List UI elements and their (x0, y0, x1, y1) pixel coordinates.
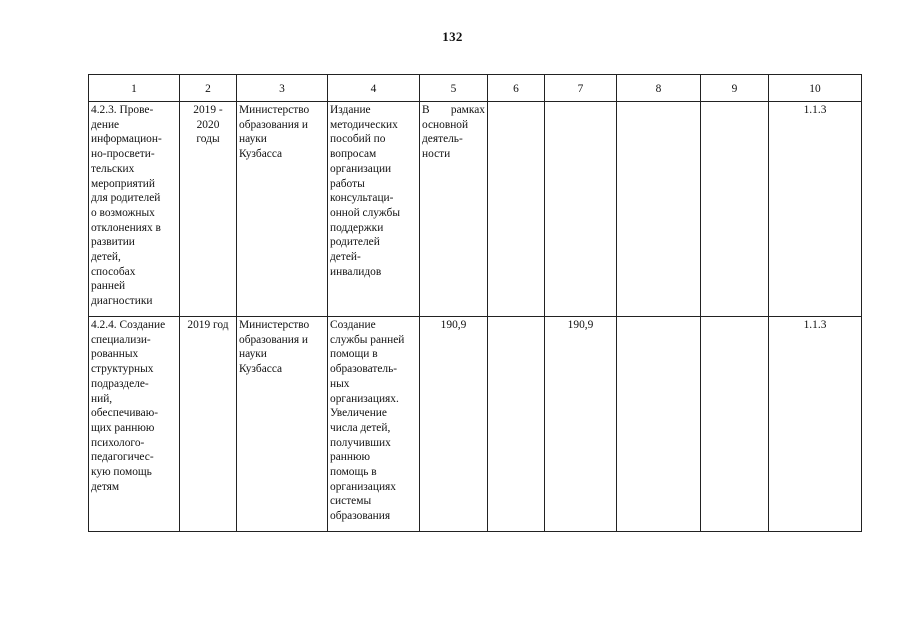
funding-col8-cell (617, 102, 701, 317)
cell-text-line: числа детей, (330, 421, 391, 434)
funding-total-cell (420, 102, 488, 317)
funding-col9-cell (701, 102, 769, 317)
column-header-3: 3 (237, 75, 328, 102)
cell-text-line: детям (91, 480, 120, 493)
cell-text-line: помощи в (330, 348, 378, 361)
cell-text-line: 4.2.3. Прове- (91, 104, 154, 116)
funding-col6-cell (488, 102, 545, 317)
measures-table (88, 74, 862, 532)
cell-text-line: обеспечиваю- (91, 407, 159, 420)
cell-text-line: специализи- (91, 333, 151, 346)
cell-text-line: получивших (330, 436, 391, 449)
cell-text-line: консультаци- (330, 192, 394, 205)
period-cell (180, 317, 237, 532)
column-header-1: 1 (89, 75, 180, 102)
cell-text-line: о возможных (91, 206, 155, 219)
funding-rest (422, 118, 485, 162)
expected-result-cell (328, 102, 420, 317)
cell-text-line: организациях (330, 480, 396, 493)
cell-text-line: Кузбасса (239, 148, 283, 161)
cell-text-line: Кузбасса (239, 363, 283, 376)
table-row (89, 317, 862, 532)
cell-text-line: 2019 год (187, 319, 229, 331)
cell-text-line: онной службы (330, 206, 400, 219)
cell-text-line: образователь- (330, 363, 398, 376)
column-header-2: 2 (180, 75, 237, 102)
cell-text-line: науки (239, 133, 267, 146)
cell-text-line: ных (330, 377, 350, 390)
cell-text-line: науки (239, 348, 267, 361)
funding-total-cell: 190,9 (420, 317, 488, 532)
cell-text-line: диагностики (91, 295, 153, 308)
cell-text-line: мероприятий (91, 177, 155, 190)
cell-text-line: подразделе- (91, 377, 149, 390)
cell-text-line: деятель- (422, 133, 463, 146)
measure-name-cell (89, 317, 180, 532)
cell-text-line: работы (330, 177, 365, 190)
measure-name-cell (89, 102, 180, 317)
cell-text-line: 2020 (196, 118, 220, 131)
cell-text-line: для родителей (91, 192, 161, 205)
cell-text-line: кую помощь (91, 466, 152, 479)
executor-cell (237, 317, 328, 532)
cell-text-line: щих раннюю (91, 421, 155, 434)
cell-text-line: ний, (91, 392, 113, 405)
cell-text-line: ности (422, 148, 451, 161)
cell-text-line: тельских (91, 162, 135, 175)
cell-text-line: Издание (330, 104, 371, 116)
cell-text-line: родителей (330, 236, 380, 249)
funding-col7-cell (545, 102, 617, 317)
cell-text-line: вопросам (330, 148, 377, 161)
cell-text-line: инвалидов (330, 265, 382, 278)
cell-text-line: образования и (239, 118, 309, 131)
cell-text-line: Министерство (239, 104, 310, 116)
column-header-9: 9 (701, 75, 769, 102)
cell-text-line: 2019 - (193, 104, 223, 116)
cell-text-line: детей- (330, 251, 361, 264)
indicator-cell: 1.1.3 (769, 317, 862, 532)
cell-text-line: дение (91, 118, 120, 131)
cell-text-line: поддержки (330, 221, 384, 234)
funding-col8-cell (617, 317, 701, 532)
cell-text-line: ранней (91, 280, 126, 293)
cell-text-line: детей, (91, 251, 121, 264)
cell-text-line: основной (422, 118, 469, 131)
funding-col6-cell (488, 317, 545, 532)
cell-text-line: организациях. (330, 392, 399, 405)
column-header-5: 5 (420, 75, 488, 102)
header-row (89, 75, 862, 102)
cell-text-line: Создание (330, 319, 376, 331)
cell-text-line: 4.2.4. Создание (91, 319, 166, 331)
cell-text-line: методических (330, 118, 398, 131)
cell-text-line: раннюю (330, 451, 370, 464)
executor-cell (237, 102, 328, 317)
period-cell (180, 102, 237, 317)
cell-text-line: организации (330, 162, 392, 175)
cell-text-line: отклонениях в (91, 221, 161, 234)
cell-text-line: информацион- (91, 133, 162, 146)
cell-text-line: помощь в (330, 466, 377, 479)
cell-text-line: рованных (91, 348, 139, 361)
column-header-6: 6 (488, 75, 545, 102)
cell-text-line: Министерство (239, 319, 310, 331)
cell-text-line: системы (330, 495, 372, 508)
cell-text-line: образования и (239, 333, 309, 346)
cell-text-line: способах (91, 265, 136, 278)
cell-text-line: психолого- (91, 436, 145, 449)
page-number: 132 (442, 29, 463, 44)
cell-text-line: но-просвети- (91, 148, 155, 161)
column-header-10: 10 (769, 75, 862, 102)
column-header-4: 4 (328, 75, 420, 102)
cell-text-line: педагогичес- (91, 451, 154, 464)
indicator-cell: 1.1.3 (769, 102, 862, 317)
cell-text-line: Увеличение (330, 407, 387, 420)
column-header-8: 8 (617, 75, 701, 102)
expected-result-cell (328, 317, 420, 532)
funding-col7-cell: 190,9 (545, 317, 617, 532)
funding-first-line: В рамках (422, 104, 485, 116)
funding-col9-cell (701, 317, 769, 532)
cell-text-line: развитии (91, 236, 135, 249)
cell-text-line: структурных (91, 363, 154, 376)
cell-text-line: службы ранней (330, 333, 405, 346)
table-row (89, 102, 862, 317)
cell-text-line: пособий по (330, 133, 386, 146)
cell-text-line: образования (330, 510, 391, 523)
column-header-7: 7 (545, 75, 617, 102)
cell-text-line: годы (196, 133, 220, 146)
